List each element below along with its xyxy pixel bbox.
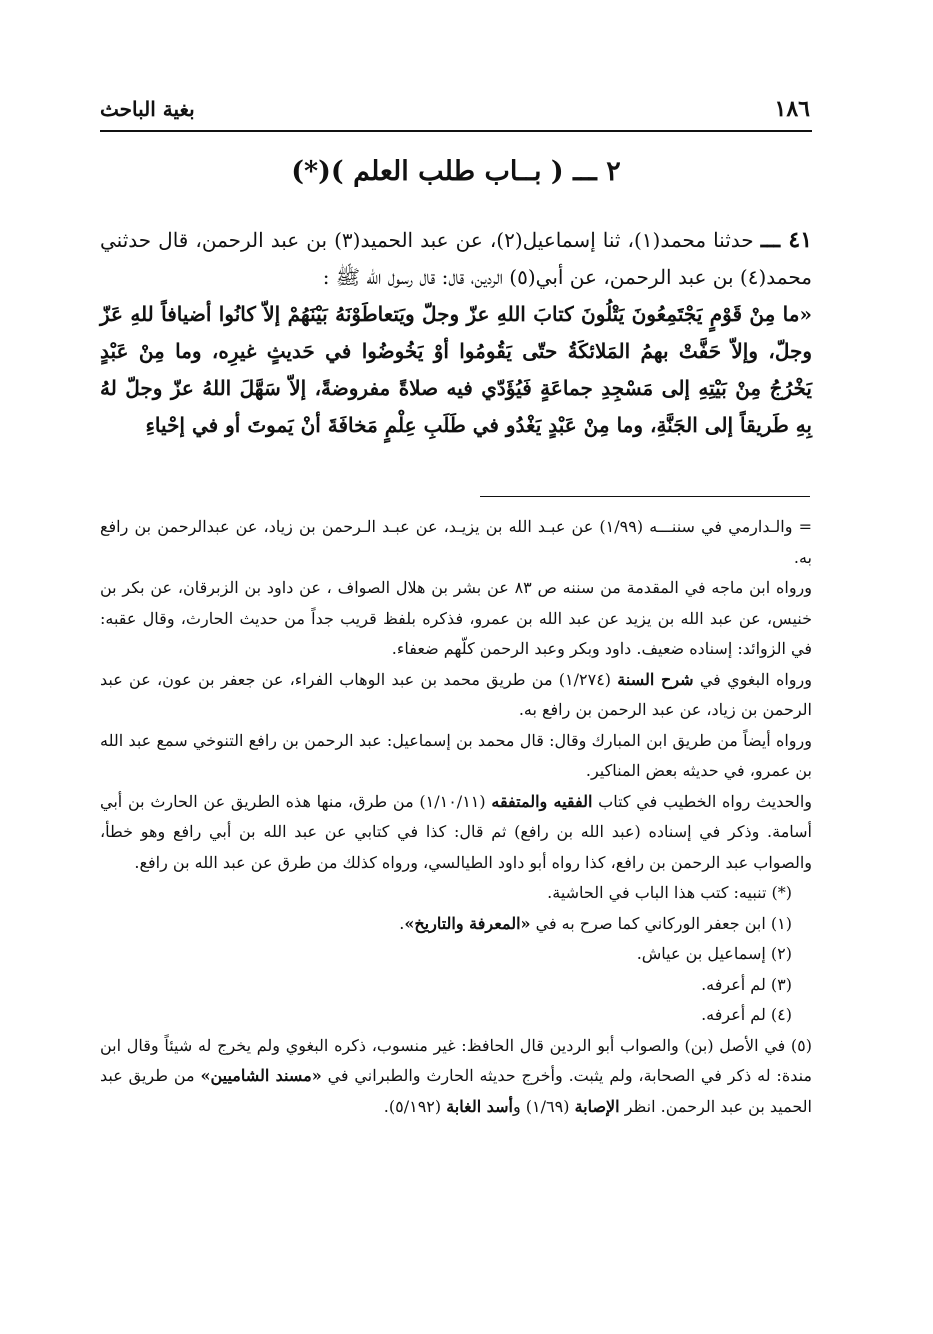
page-number: ١٨٦ [774, 96, 810, 122]
note-text: ورواه البغوي في [699, 669, 812, 689]
hadith-number: ٤١ ـــ [760, 227, 813, 253]
footnote-4: (٤) لم أعرفه. [701, 1005, 792, 1024]
note-ibn-mubarak: ورواه أيضاً من طريق ابن المبارك وقال: قال محمد بن إسماعيل: عبد الرحمن بن رافع التنوخي سمع عبد الله بن عمرو، في حديثه بعض المناكير. [100, 730, 812, 780]
note-continuation: = والـدارمي في سننـــه (١/٩٩) عن عبـد الله بن يزيـد، عن عبـد الـرحمن بن زياد، عن عبدالرحمن بن رافع به. [100, 517, 813, 567]
footnote-5 [100, 1031, 812, 1123]
note-text: (١/١٠/١١) من طرق، منها هذه الطريق عن الحارث بن أبي أسامة. وذكر في إسناده (عبد الله بن رافع) ثم قال: كذا في كتابي عن عبد الله بن أبي رافع وهو خطأ، والصواب عبد الرحمن بن رافع، كذا رواه أبو داود الطيالسي، ورواه كذلك من طرق عن عبد الله بن رافع. [100, 791, 812, 872]
footnote-2: (٢) إسماعيل بن عياش. [636, 944, 792, 963]
book-name: «المعرفة والتاريخ» [404, 913, 531, 933]
book-name: الفقيه والمتفقه [491, 791, 593, 811]
page-header [100, 92, 810, 126]
note-text: (١) ابن جعفر الوركاني كما صرح به في [535, 913, 792, 933]
note-text: (٥/١٩٢). [383, 1096, 442, 1116]
note-ibn-majah: ورواه ابن ماجه في المقدمة من سننه ص ٨٣ عن بشر بن هلال الصواف ، عن داود بن الزبرقان، عن بكر بن خنيس، عن عبد الله بن يزيد عن عبد الله بن عمرو، فذكره بلفظ قريب جداً من حديث الحارث، وقال عقبه: في الزوائد: إسناده ضعيف. داود وبكر وعبد الرحمن كلّهم ضعفاء. [100, 578, 812, 658]
footnote-1 [100, 909, 812, 940]
footnote-star: (*) تنبيه: كتب هذا الباب في الحاشية. [547, 883, 792, 902]
note-text: . [399, 913, 405, 933]
hadith-isnad [100, 222, 812, 296]
book-name: الإصابة [574, 1096, 620, 1116]
isnad-text: حدثنا محمد(١)، ثنا إسماعيل(٢)، عن عبد الحميد(٣) بن عبد الرحمن، قال حدثني محمد(٤) بن عبد الرحمن، عن أبي(٥) الردين، قال: قال رسول الله ﷺ : [100, 228, 812, 289]
running-title: بغية الباحث [100, 97, 195, 121]
footnote-3: (٣) لم أعرفه. [701, 974, 792, 994]
note-text: من طريق عبد الحميد بن عبد الرحمن. انظر [100, 1066, 812, 1116]
note-text: (١/٢٧٤) من طريق محمد بن عبد الوهاب الفراء، عن جعفر بن عون، عن عبد الرحمن بن زياد، عن عبد الرحمن بن رافع به. [100, 669, 812, 719]
hadith-block [100, 222, 812, 444]
footnotes [100, 512, 812, 1122]
chapter-title: ٢ ـــ ( بــاب طلب العلم )(*) [291, 156, 621, 187]
book-name: «مسند الشاميين» [200, 1066, 322, 1085]
header-divider [100, 130, 812, 132]
note-baghawi [100, 665, 812, 726]
footnote-separator [480, 496, 810, 497]
note-text: (١/٦٩) و [512, 1096, 570, 1116]
note-text: (٥) في الأصل (بن) والصواب أبو الردين قال الحافظ: غير منسوب، ذكره البغوي ولم يخرج له شيئاً وقال ابن مندة: له ذكر في الصحابة، ولم يثبت. وأخرج حديثه الحارث والطبراني في [100, 1035, 813, 1085]
note-khatib [100, 787, 812, 879]
hadith-matn: «ما مِنْ قَوْمٍ يَجْتَمِعُونَ يَتْلُونَ كتابَ اللهِ عزّ وجلّ ويَتعاطَوْنَهُ بَيْنَهُمْ إلاّ كانُوا أضيافاً للهِ عَزّ وجلّ، وإلاّ حَفَّتْ بهمُ المَلائكَةُ حتّى يَقُومُوا أوْ يَخُوضُوا في حَديثٍ غيرِه، وما مِنْ عَبْدٍ يَخْرُجُ مِنْ بَيْتِهِ إلى مَسْجِدِ جماعَةٍ فَيُؤَدّي فيه صلاةً مفروضةً، إلاّ سَهَّلَ اللهُ عزّ وجلّ لهُ بِهِ طَريقاً إلى الجَنَّةِ، وما مِنْ عَبْدٍ يَغْدُو في طَلَبِ عِلْمٍ مَخافَةَ أنْ يَموتَ أو في إحْياءِ [100, 302, 812, 437]
book-name: شرح السنة [617, 669, 694, 689]
note-text: والحديث رواه الخطيب في كتاب [598, 791, 813, 811]
book-name: أسد الغابة [446, 1096, 513, 1116]
